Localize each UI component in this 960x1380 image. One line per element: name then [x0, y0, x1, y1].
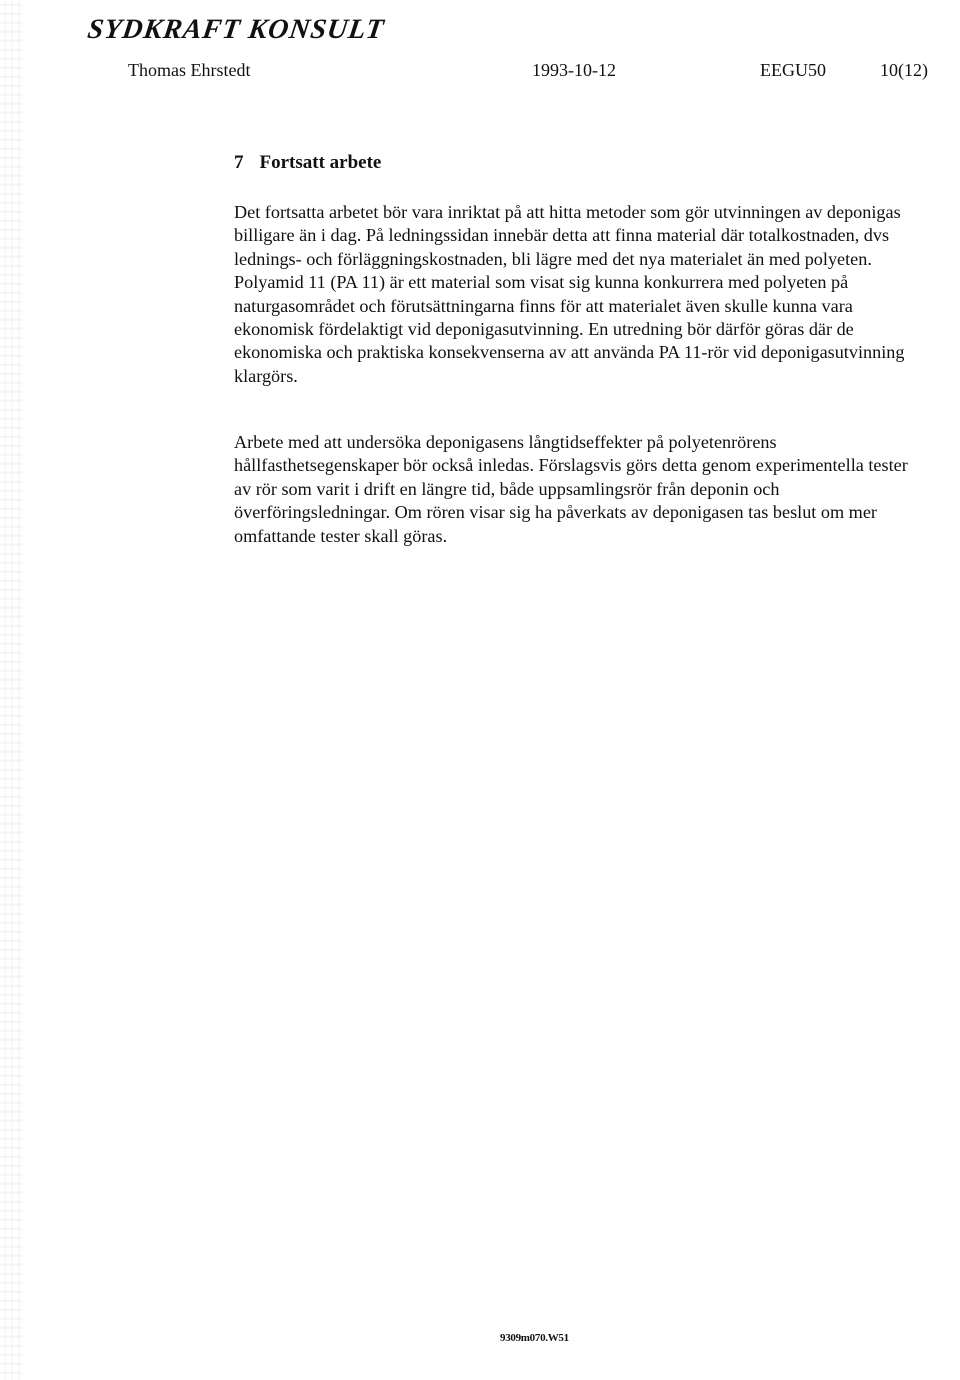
- header-page-number: 10(12): [880, 60, 928, 80]
- section-title: Fortsatt arbete: [259, 152, 382, 173]
- body-paragraph: Arbete med att undersöka deponigasens långtidseffekter på polyetenrörens hållfasthetsegenskaper bör också inledas. Förslagsvis görs detta genom experimentella tester av rör som varit i drift en längre tid, både uppsamlingsrör från deponin och överföringsledningar. Om rören visar sig ha påverkats av deponigasen tas beslut om mer omfattande tester skall göras.: [234, 432, 908, 546]
- footer-file-code: 9309m070.W51: [500, 1332, 569, 1344]
- header-document-code: EEGU50: [760, 60, 826, 80]
- scan-edge-noise: [0, 0, 22, 1380]
- header-author: Thomas Ehrstedt: [128, 60, 251, 80]
- header-date: 1993-10-12: [532, 60, 616, 80]
- company-logo: SYDKRAFT KONSULT: [85, 14, 387, 45]
- section-number: 7: [234, 152, 244, 173]
- section-heading: [234, 152, 381, 174]
- body-paragraph: Det fortsatta arbetet bör vara inriktat på att hitta metoder som gör utvinningen av deponigas billigare än i dag. På ledningssidan innebär detta att finna material där totalkostnaden, dvs lednings- och förläggningskostnaden, bli lägre med det nya materialet än med polyeten. Polyamid 11 (PA 11) är ett material som visat sig kunna konkurrera med polyeten på naturgasområdet och förutsättningarna finns för att materialet även skulle kunna vara ekonomisk fördelaktigt vid deponigasutvinning. En utredning bör därför göras där de ekonomiska och praktiska konsekvenserna av att använda PA 11-rör vid deponigasutvinning klargörs.: [234, 202, 905, 386]
